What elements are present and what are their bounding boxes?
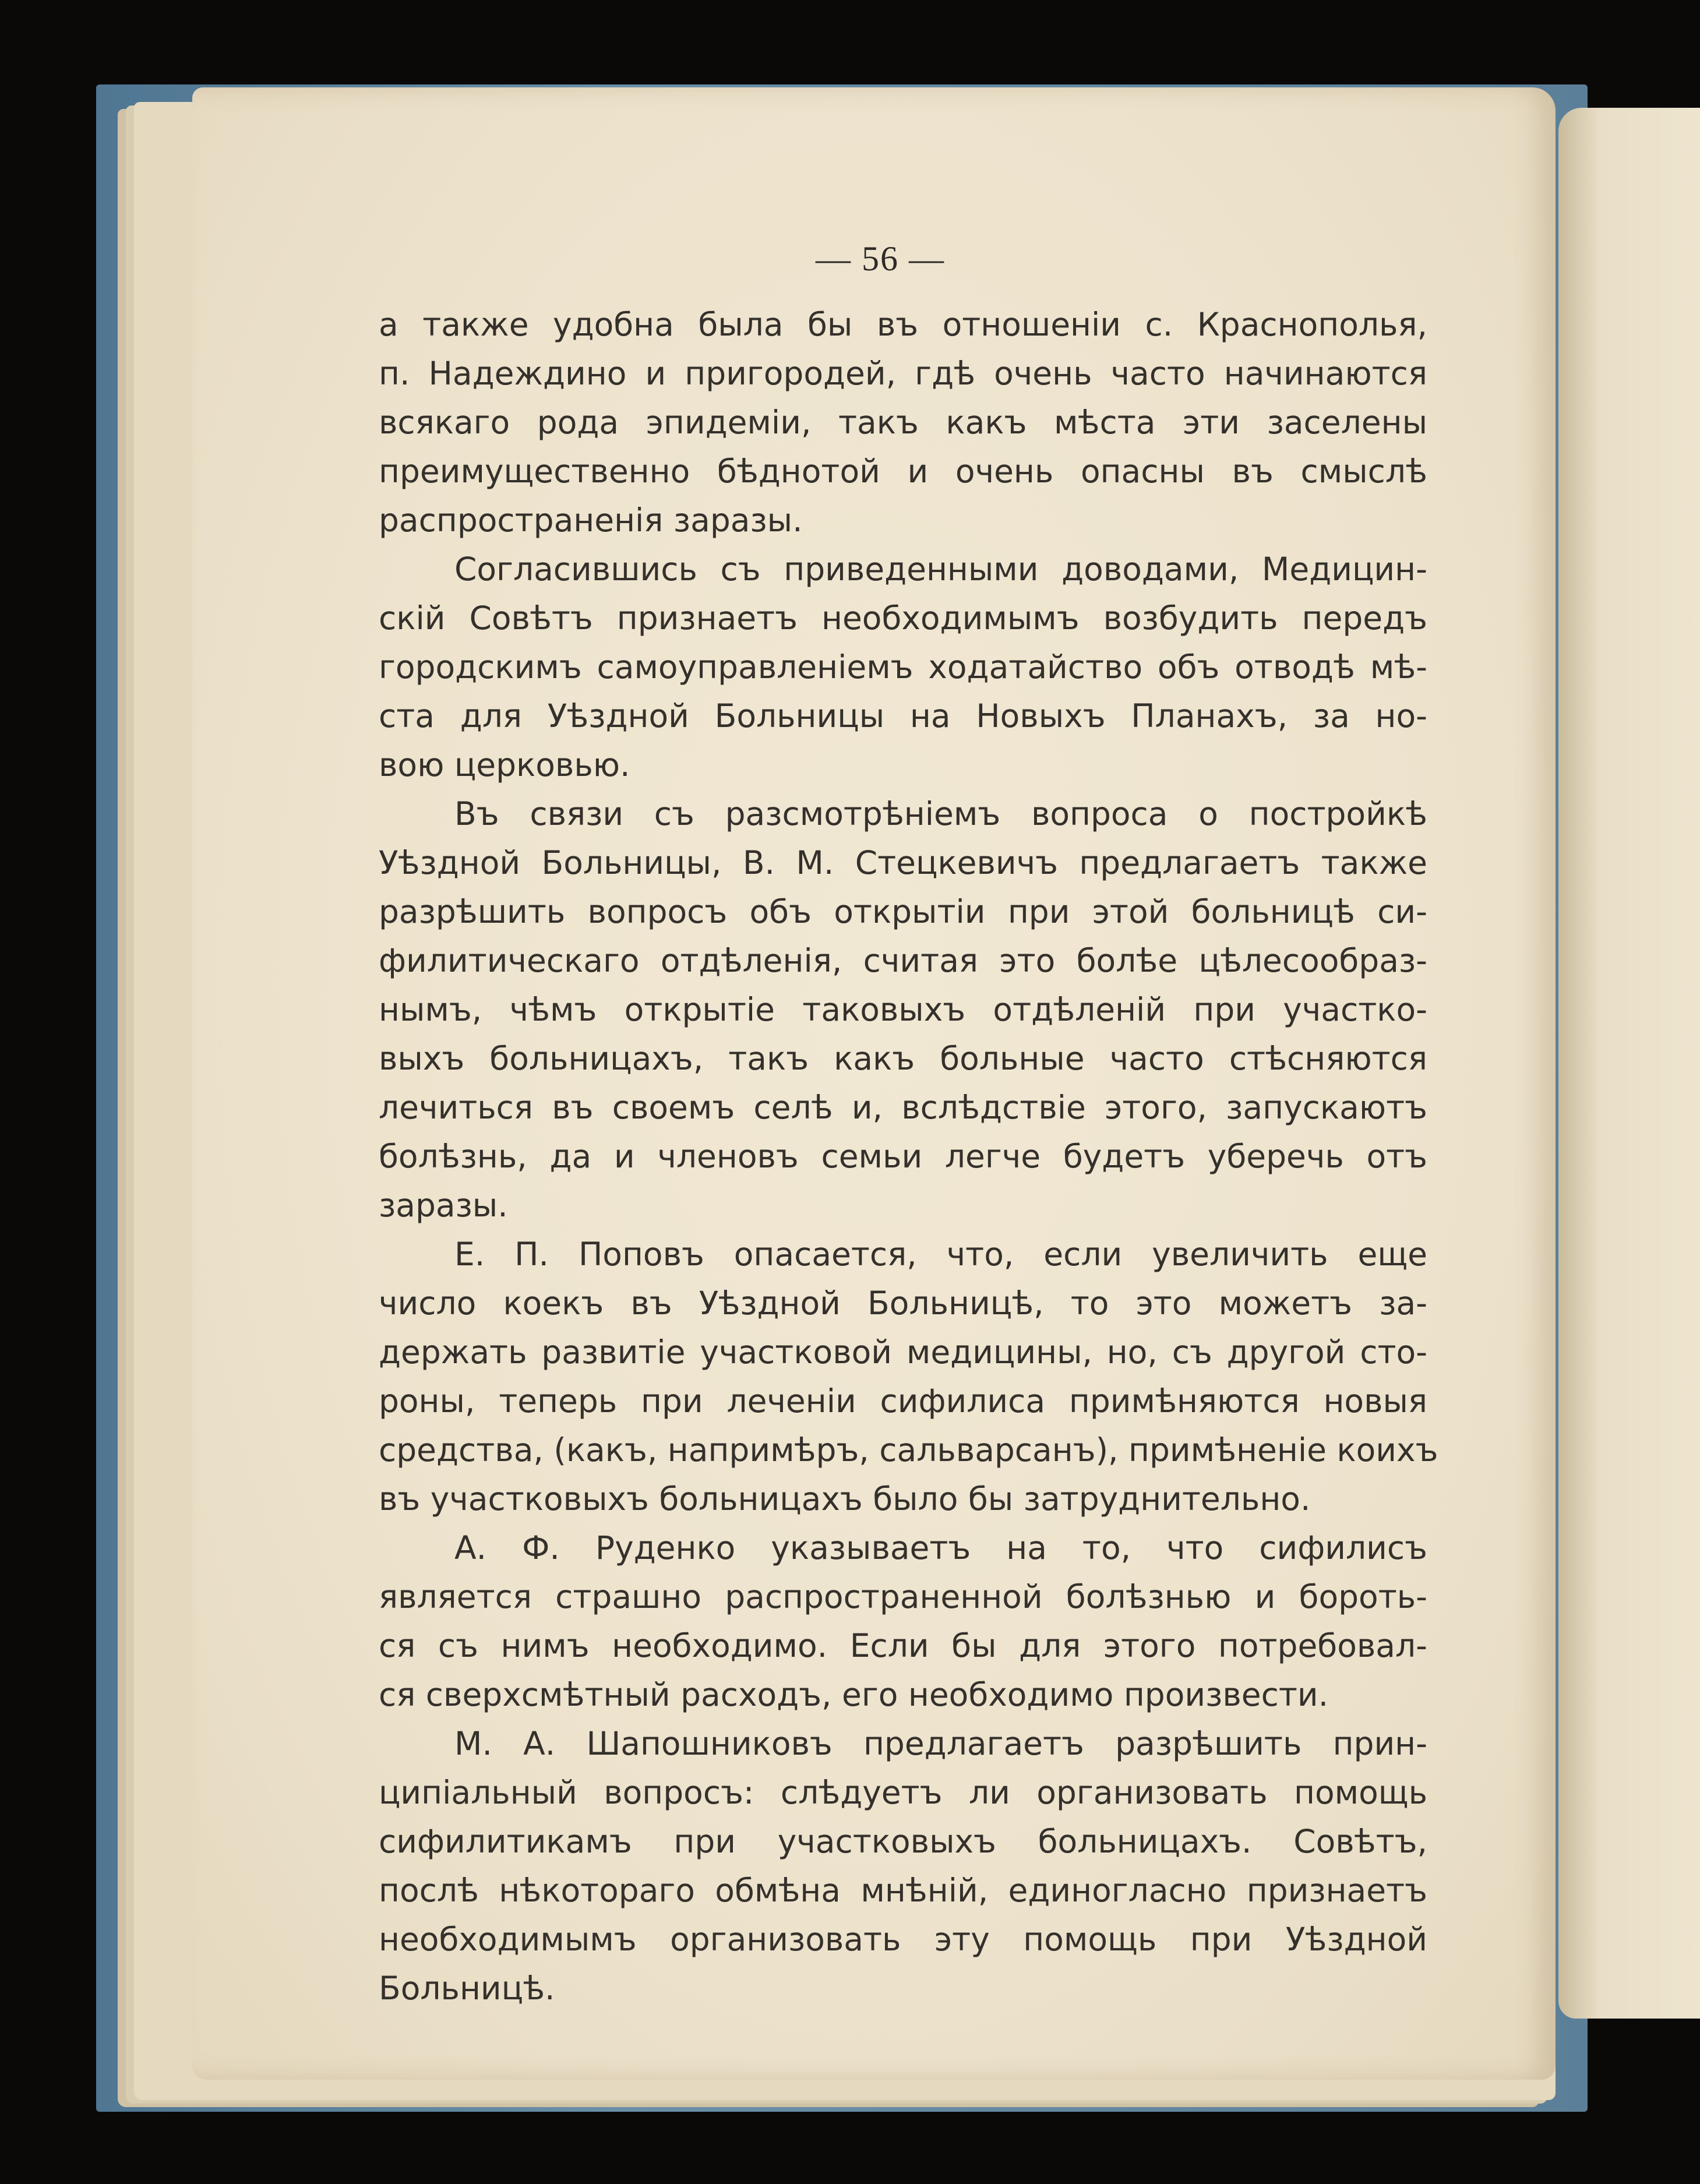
- text-line: является страшно распространенной болѣзнью и бороть-: [379, 1578, 1427, 1615]
- text-line: послѣ нѣкотораго обмѣна мнѣнiй, единогласно признаетъ: [379, 1872, 1427, 1909]
- text-line: въ участковыхъ больницахъ было бы затруднительно.: [379, 1480, 1311, 1518]
- text-line: а также удобна была бы въ отношенiи с. Краснополья,: [379, 306, 1427, 343]
- text-line: ся съ нимъ необходимо. Если бы для этого потребовал-: [379, 1627, 1427, 1664]
- text-line: сифилитикамъ при участковыхъ больницахъ. Совѣтъ,: [379, 1823, 1427, 1860]
- paragraph: [379, 1523, 1427, 1719]
- text-line: ся сверхсмѣтный расходъ, его необходимо произвести.: [379, 1676, 1329, 1713]
- text-line: Въ связи съ разсмотрѣнiемъ вопроса о постройкѣ: [454, 795, 1427, 832]
- text-line: заразы.: [379, 1187, 508, 1224]
- page-number: — 56 —: [816, 239, 945, 278]
- text-line: п. Надеждино и пригородей, гдѣ очень часто начинаются: [379, 355, 1427, 392]
- paragraph: [379, 300, 1427, 545]
- text-line: Е. П. Поповъ опасается, что, если увеличить еще: [454, 1236, 1427, 1273]
- facing-page: [1558, 108, 1700, 2019]
- text-line: выхъ больницахъ, такъ какъ больные часто стѣсняются: [379, 1040, 1427, 1077]
- paragraph: [379, 1719, 1427, 2013]
- text-line: скiй Совѣтъ признаетъ необходимымъ возбудить передъ: [379, 599, 1427, 637]
- text-line: нымъ, чѣмъ открытiе таковыхъ отдѣленiй при участко-: [379, 991, 1427, 1028]
- text-line: преимущественно бѣднотой и очень опасны въ смыслѣ: [379, 453, 1427, 490]
- text-line: держать развитiе участковой медицины, но, съ другой сто-: [379, 1333, 1427, 1371]
- paragraph: [379, 1230, 1438, 1523]
- text-line: разрѣшить вопросъ объ открытiи при этой больницѣ си-: [379, 893, 1427, 930]
- text-line: средства, (какъ, напримѣръ, сальварсанъ), примѣненiе коихъ: [379, 1431, 1438, 1469]
- text-line: Согласившись съ приведенными доводами, Медицин-: [454, 551, 1427, 588]
- text-line: филитическаго отдѣленiя, считая это болѣе цѣлесообраз-: [379, 942, 1427, 979]
- text-line: городскимъ самоуправленiемъ ходатайство объ отводѣ мѣ-: [379, 648, 1427, 686]
- text-line: роны, теперь при леченiи сифилиса примѣняются новыя: [379, 1382, 1427, 1420]
- text-line: М. А. Шапошниковъ предлагаетъ разрѣшить прин-: [454, 1725, 1427, 1762]
- text-line: необходимымъ организовать эту помощь при Уѣздной: [379, 1921, 1427, 1958]
- text-line: ципiальный вопросъ: слѣдуетъ ли организовать помощь: [379, 1774, 1427, 1811]
- text-line: всякаго рода эпидемiи, такъ какъ мѣста эти заселены: [379, 404, 1427, 441]
- text-line: распространенiя заразы.: [379, 502, 803, 539]
- text-line: А. Ф. Руденко указываетъ на то, что сифилисъ: [454, 1529, 1427, 1566]
- paragraph: [379, 789, 1427, 1230]
- text-line: вою церковью.: [379, 746, 630, 784]
- text-line: лечиться въ своемъ селѣ и, вслѣдствiе этого, запускаютъ: [379, 1089, 1427, 1126]
- paragraph: [379, 545, 1427, 789]
- page-body-text: [379, 300, 1438, 2013]
- text-line: болѣзнь, да и членовъ семьи легче будетъ уберечь отъ: [379, 1138, 1427, 1175]
- text-line: число коекъ въ Уѣздной Больницѣ, то это можетъ за-: [379, 1285, 1427, 1322]
- text-line: ста для Уѣздной Больницы на Новыхъ Планахъ, за но-: [379, 697, 1427, 735]
- text-line: Больницѣ.: [379, 1970, 555, 2007]
- text-line: Уѣздной Больницы, В. М. Стецкевичъ предлагаетъ также: [379, 844, 1427, 881]
